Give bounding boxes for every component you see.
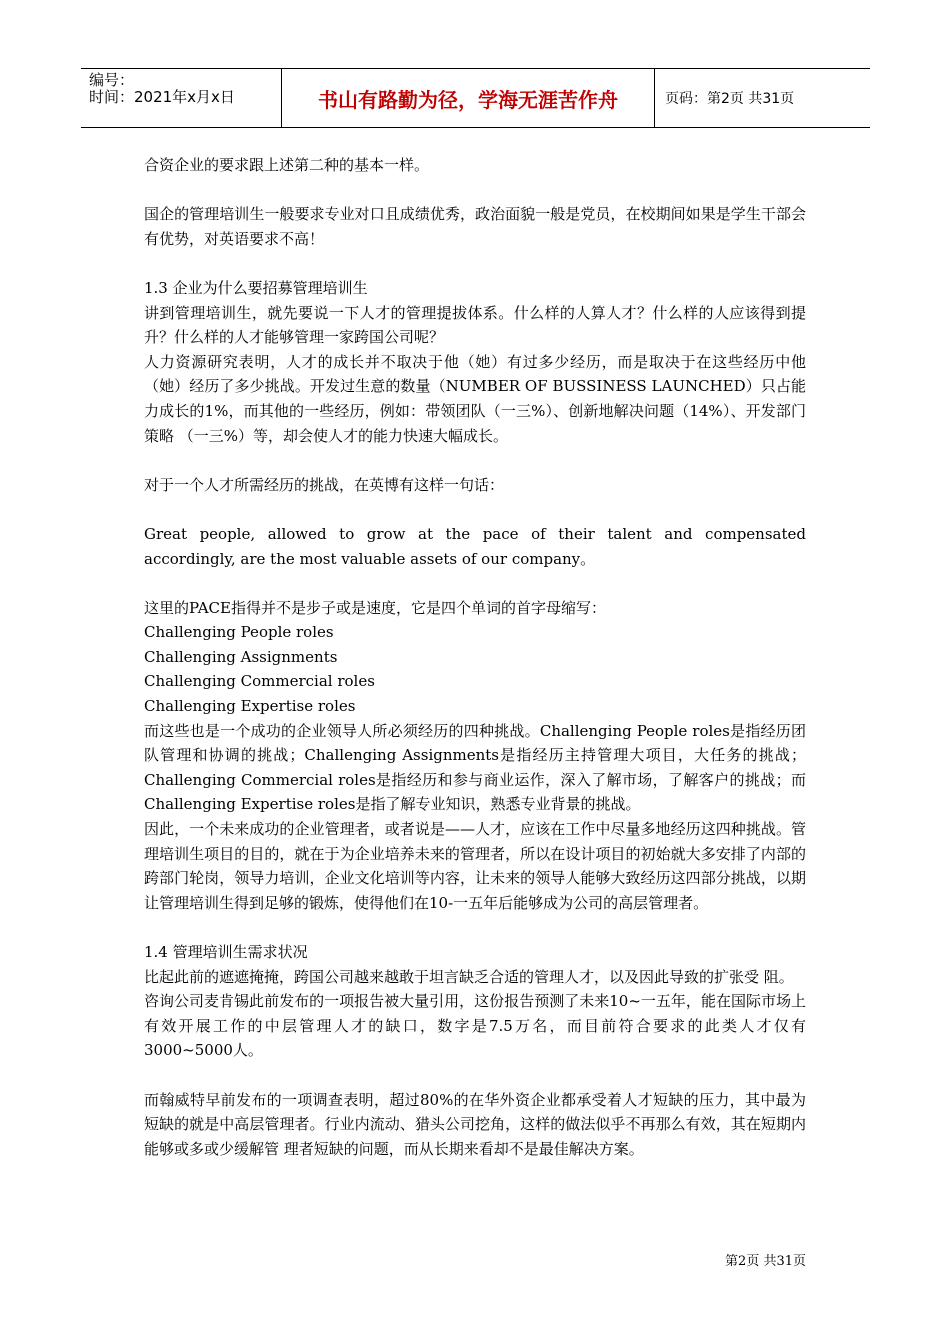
document-body [144,153,806,1161]
paragraph: 而这些也是一个成功的企业领导人所必须经历的四种挑战。Challenging People roles是指经历团 队管理和协调的挑战；Challenging Assignments是指经历主持管理大项目，大任务的挑战；Challenging Commercial roles是指经历和参与商业运作，深入了解市场，了解客户的挑战；而Challenging Expertise roles是指了解专业知识，熟悉专业背景的挑战。 [144,721,806,814]
paragraph-gap [144,448,806,473]
header-motto-cell [282,69,655,127]
header-table [81,68,870,128]
header-page-number: 页码：第2页 共31页 [665,91,795,107]
paragraph: 1.3 企业为什么要招募管理培训生 [144,278,368,297]
paragraph-gap [144,571,806,596]
paragraph: 比起此前的遮遮掩掩，跨国公司越来越敢于坦言缺乏合适的管理人才，以及因此导致的扩张受 阻。 [144,967,794,986]
paragraph: 咨询公司麦肯锡此前发布的一项报告被大量引用，这份报告预测了未来10~一五年，能在国际市场上有效开展工作的中层管理人才的缺口，数字是7.5万名，而目前符合要求的此类人才仅有3000~5000人。 [144,992,806,1060]
paragraph-gap [144,178,806,203]
paragraph: 1.4 管理培训生需求状况 [144,943,308,961]
page-footer [725,1250,806,1269]
paragraph-gap [144,1063,806,1088]
header-page-cell [655,69,870,127]
paragraph: Challenging Commercial roles [144,672,375,691]
footer-page-number: 第2页 共31页 [725,1254,806,1269]
paragraph: Challenging Assignments [144,647,338,666]
paragraph-gap [144,251,806,276]
paragraph-gap [144,497,806,522]
document-number-label: 编号： [89,71,135,89]
paragraph: 合资企业的要求跟上述第二种的基本一样。 [144,156,430,174]
paragraph: Challenging People roles [144,623,334,642]
paragraph: Great people, allowed to grow at the pace of their talent and compensated accordingly, are the most valuable assets of our company。 [144,524,806,568]
paragraph: 人力资源研究表明，人才的成长并不取决于他（她）有过多少经历，而是取决于在这些经历中他（她）经历了多少挑战。开发过生意的数量（NUMBER OF BUSSINESS LAUNCHED）只占能力成长的1%，而其他的一些经历，例如：带领团队（一三%）、创新地解决问题（14%）、开发部门策略 （一三%）等，却会使人才的能力快速大幅成长。 [144,352,806,445]
paragraph: 这里的PACE指得并不是步子或是速度，它是四个单词的首字母缩写： [144,598,606,617]
paragraph: Challenging Expertise roles [144,697,356,716]
header-motto: 书山有路勤为径，学海无涯苦作舟 [318,87,618,112]
header-info-cell [81,69,282,127]
document-date-label: 时间：2021年x月x日 [89,88,235,106]
paragraph: 因此，一个未来成功的企业管理者，或者说是——人才，应该在工作中尽量多地经历这四种挑战。管理培训生项目的目的，就在于为企业培养未来的管理者，所以在设计项目的初始就大多安排了内部的跨部门轮岗，领导力培训，企业文化培训等内容，让未来的领导人能够大致经历这四部分挑战，以期让管理培训生得到足够的锻炼，使得他们在10-一五年后能够成为公司的高层管理者。 [144,820,806,912]
paragraph: 而翰威特早前发布的一项调查表明，超过80%的在华外资企业都承受着人才短缺的压力，其中最为短缺的就是中高层管理者。行业内流动、猎头公司挖角，这样的做法似乎不再那么有效，其在短期内能够或多或少缓解管 理者短缺的问题，而从长期来看却不是最佳解决方案。 [144,1090,806,1158]
paragraph: 讲到管理培训生，就先要说一下人才的管理提拔体系。什么样的人算人才？什么样的人应该得到提升？什么样的人才能够管理一家跨国公司呢？ [144,303,806,347]
paragraph: 对于一个人才所需经历的挑战，在英博有这样一句话： [144,475,505,494]
paragraph-gap [144,915,806,940]
paragraph: 国企的管理培训生一般要求专业对口且成绩优秀，政治面貌一般是党员，在校期间如果是学生干部会有优势，对英语要求不高！ [144,205,806,248]
